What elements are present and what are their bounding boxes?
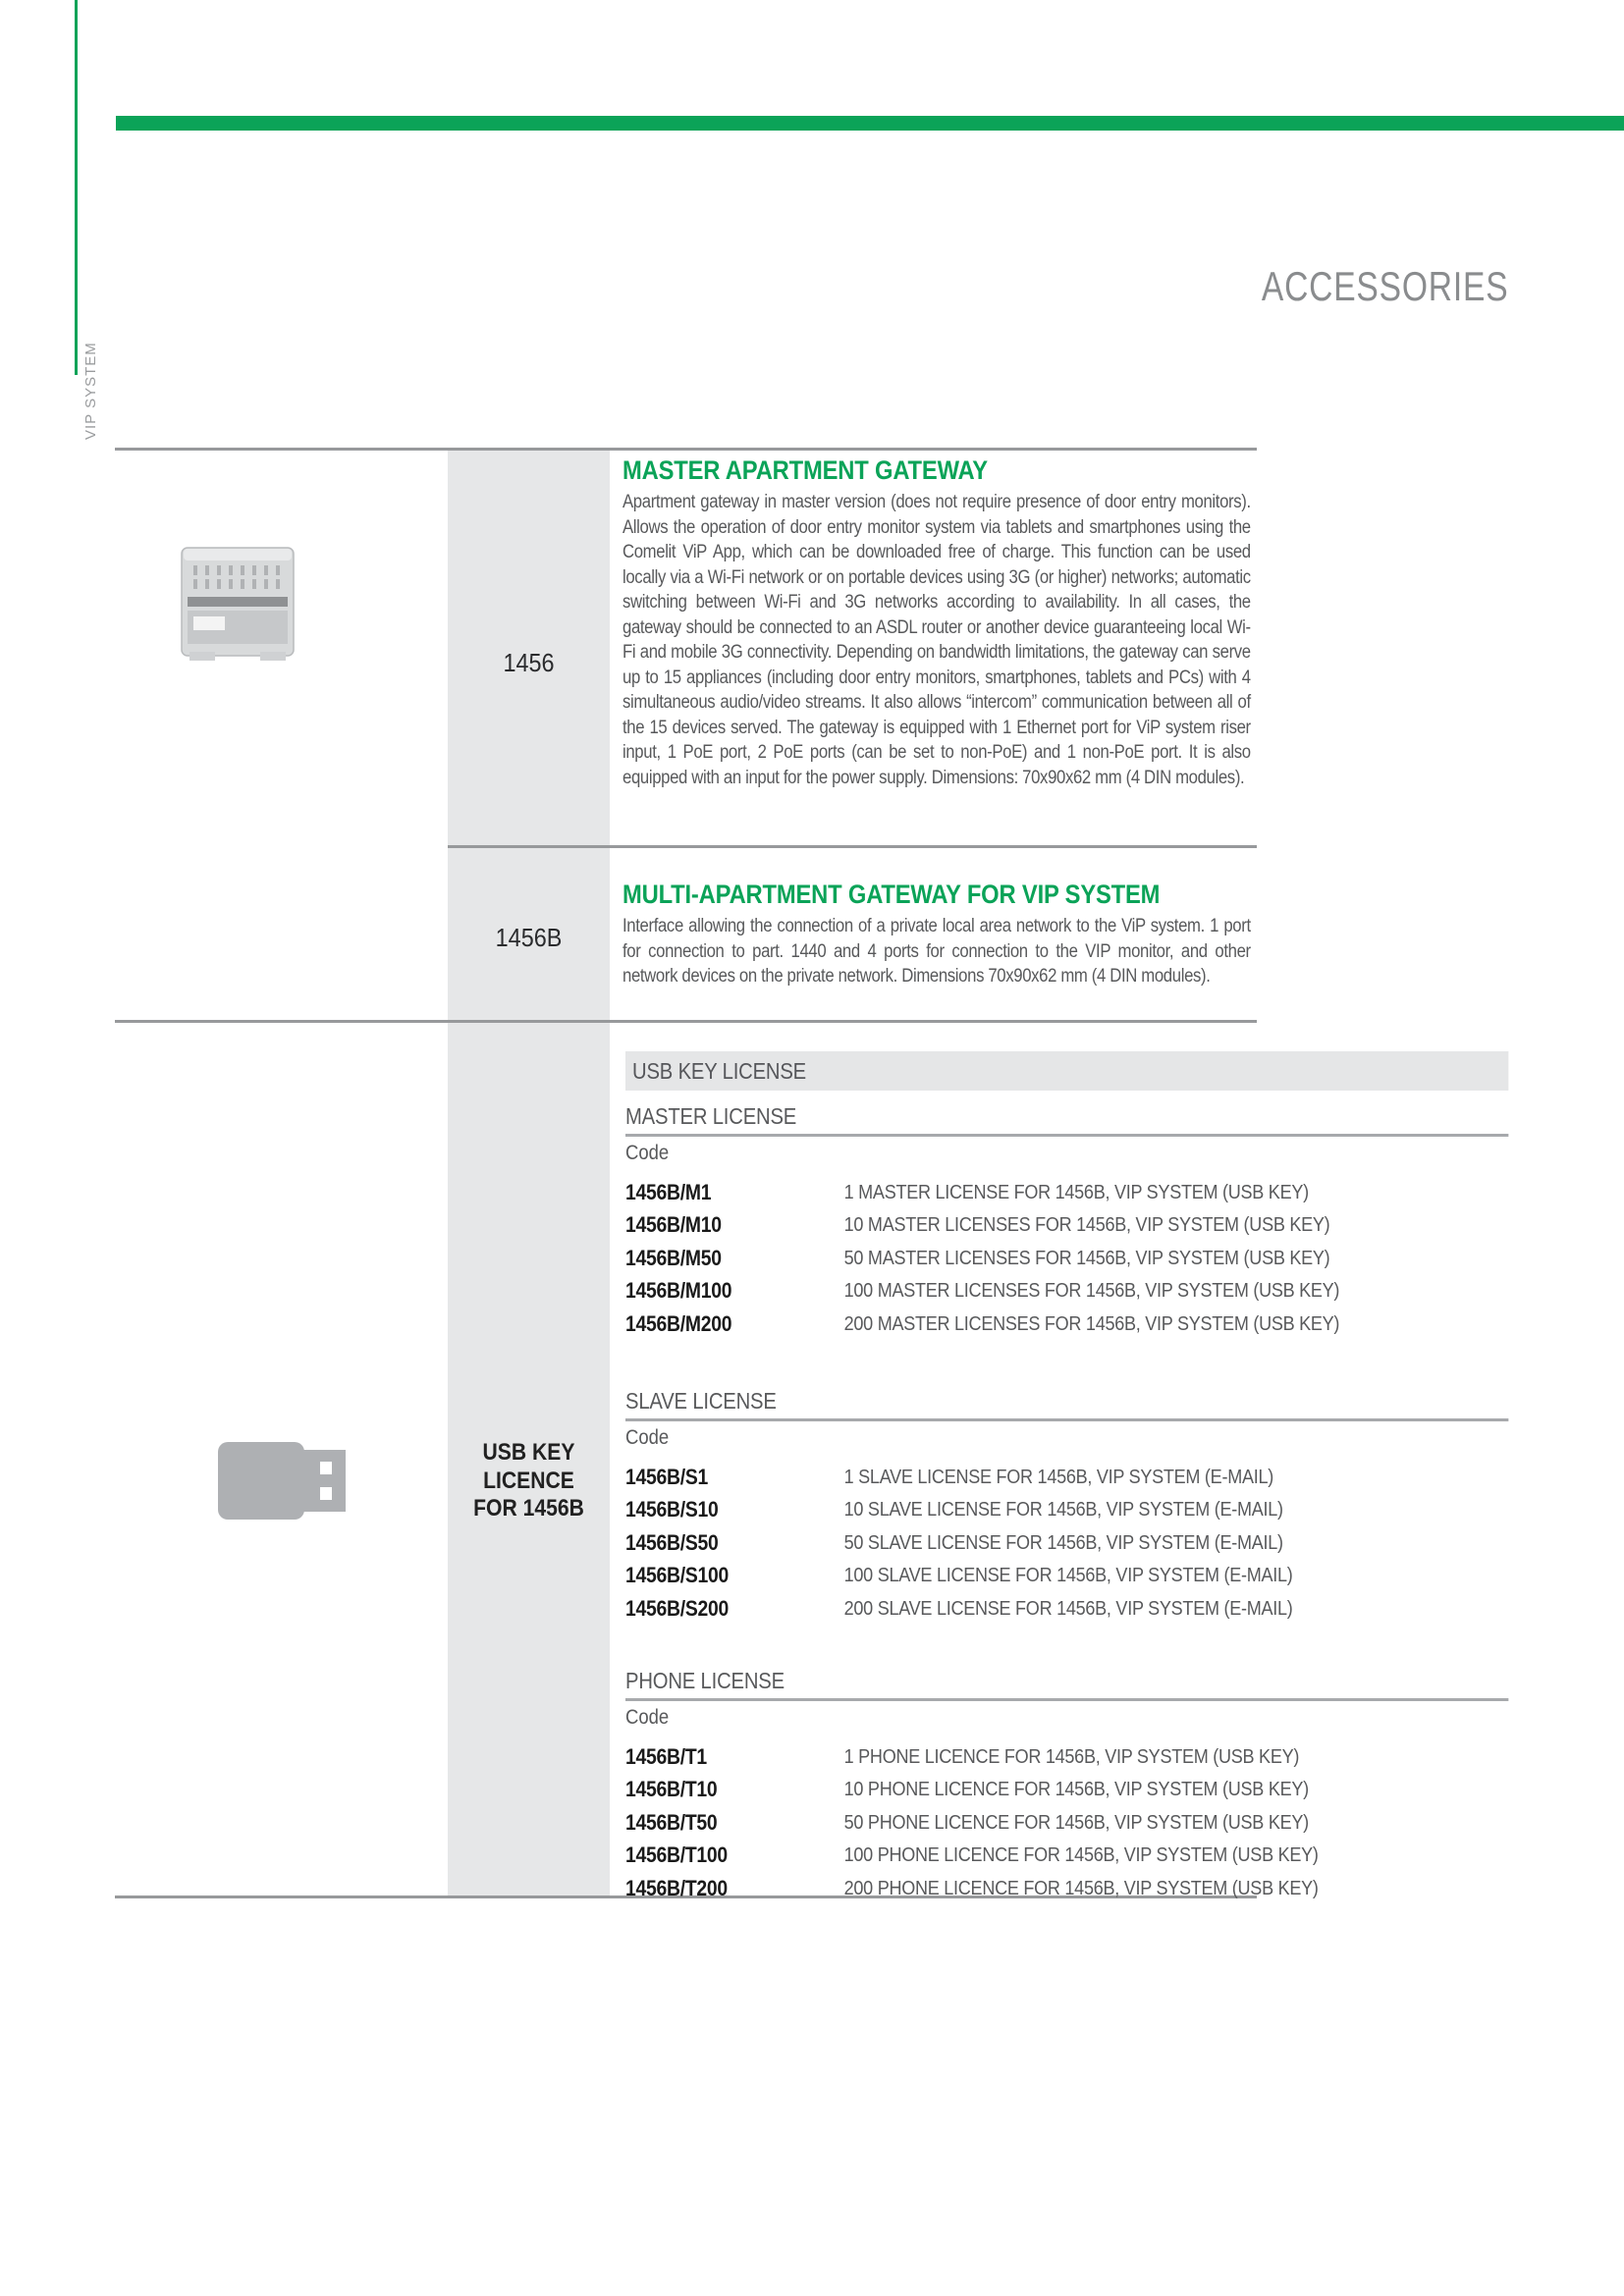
license-desc: 200 MASTER LICENSES FOR 1456B, VIP SYSTEM (USB KEY): [843, 1311, 1340, 1335]
product-1456b-text: Interface allowing the connection of a private local area network to the ViP system. 1 port for connection to part. 1440 and 4 ports for connection to the VIP monitor, and other network devices on the private network. Dimensions 70x90x62 mm (4 DIN modules).: [623, 916, 1251, 987]
license-row: [625, 1208, 1508, 1241]
license-row: [625, 1740, 1508, 1773]
license-desc: 100 PHONE LICENCE FOR 1456B, VIP SYSTEM (USB KEY): [843, 1843, 1319, 1867]
usb-license-band-title: USB KEY LICENSE: [625, 1051, 1508, 1091]
license-code: 1456B/M100: [625, 1278, 732, 1304]
license-group-slave: [625, 1389, 1508, 1625]
license-row: [625, 1773, 1508, 1805]
license-group-master: [625, 1104, 1508, 1340]
license-rows: [625, 1176, 1508, 1340]
license-code: 1456B/T50: [625, 1809, 718, 1835]
license-row: [625, 1839, 1508, 1871]
product-1456b-description-block: [623, 880, 1251, 989]
license-code: 1456B/M10: [625, 1212, 722, 1238]
usb-key-icon: [218, 1442, 346, 1520]
brand-green-bar: [116, 116, 1624, 131]
product-1456b-title: MULTI-APARTMENT GATEWAY FOR VIP SYSTEM: [623, 880, 1161, 909]
usb-cell-label-line1: USB KEY: [482, 1439, 575, 1466]
row-divider-1456-1456b: [448, 845, 1257, 848]
license-row: [625, 1176, 1508, 1208]
license-group-heading: SLAVE LICENSE: [625, 1388, 777, 1414]
license-desc: 50 MASTER LICENSES FOR 1456B, VIP SYSTEM (USB KEY): [843, 1246, 1330, 1269]
license-code: 1456B/T10: [625, 1777, 718, 1802]
table-top-rule: [115, 448, 1257, 451]
left-edge-green-line: [75, 0, 78, 375]
license-desc: 10 PHONE LICENCE FOR 1456B, VIP SYSTEM (USB KEY): [843, 1778, 1309, 1801]
license-desc: 10 MASTER LICENSES FOR 1456B, VIP SYSTEM (USB KEY): [843, 1213, 1330, 1237]
license-row: [625, 1592, 1508, 1625]
license-desc: 1 PHONE LICENCE FOR 1456B, VIP SYSTEM (USB KEY): [843, 1745, 1300, 1768]
usb-cell-label-line3: FOR 1456B: [473, 1495, 584, 1522]
license-group-rule: [625, 1134, 1508, 1137]
license-desc: 50 PHONE LICENCE FOR 1456B, VIP SYSTEM (USB KEY): [843, 1810, 1309, 1834]
license-code: 1456B/S10: [625, 1497, 719, 1522]
license-code: 1456B/M1: [625, 1180, 712, 1204]
license-desc: 1 MASTER LICENSE FOR 1456B, VIP SYSTEM (USB KEY): [843, 1181, 1309, 1203]
license-desc: 100 SLAVE LICENSE FOR 1456B, VIP SYSTEM (E-MAIL): [843, 1564, 1293, 1587]
row-divider-1456b-usb: [115, 1020, 1257, 1023]
license-row: [625, 1242, 1508, 1274]
license-row: [625, 1806, 1508, 1839]
part-code-1456b: 1456B: [495, 923, 563, 952]
license-group-rule: [625, 1418, 1508, 1421]
license-code: 1456B/M200: [625, 1310, 732, 1336]
product-1456-text: Apartment gateway in master version (does not require presence of door entry monitors). Allows the operation of door entry monitor system via tablets and smartphones using the Comelit ViP App, which can be downloaded free of charge. This function can be used locally via a Wi-Fi network or on portable devices using 3G (or higher) networks; automatic switching between Wi-Fi and 3G networks according to availability. In all cases, the gateway should be connected to an ASDL router or another device guaranteeing local Wi-Fi and mobile 3G connectivity. Depending on bandwidth limitations, the gateway can serve up to 15 appliances (including door entry monitors, smartphones, tablets and PCs) with 4 simultaneous audio/video streams. It also allows “intercom” communication between all of the 15 devices served. The gateway is equipped with 1 Ethernet port for ViP system riser input, 1 PoE port, 2 PoE ports (can be set to non-PoE) and 1 non-PoE port. It is also equipped with an input for the power supply. Dimensions: 70x90x62 mm (4 DIN modules).: [623, 492, 1251, 788]
license-row: [625, 1461, 1508, 1493]
product-image-1456-din-module: [180, 540, 296, 666]
part-code-1456: 1456: [503, 648, 555, 677]
license-row: [625, 1493, 1508, 1525]
license-row: [625, 1872, 1508, 1904]
license-row: [625, 1274, 1508, 1307]
license-rows: [625, 1740, 1508, 1904]
license-code: 1456B/T200: [625, 1875, 728, 1900]
page-title: ACCESSORIES: [1261, 263, 1508, 309]
usb-cell-label-line2: LICENCE: [483, 1467, 574, 1494]
license-desc: 10 SLAVE LICENSE FOR 1456B, VIP SYSTEM (E-MAIL): [843, 1498, 1283, 1522]
license-code: 1456B/T100: [625, 1842, 728, 1868]
license-group-phone: [625, 1669, 1508, 1904]
product-1456-description-block: [623, 455, 1251, 790]
usb-cell-label: [453, 1439, 606, 1523]
license-code: 1456B/S200: [625, 1595, 730, 1621]
license-row: [625, 1559, 1508, 1591]
code-column-label: Code: [625, 1142, 670, 1164]
license-code: 1456B/T1: [625, 1744, 707, 1769]
license-desc: 200 PHONE LICENCE FOR 1456B, VIP SYSTEM (USB KEY): [843, 1876, 1319, 1899]
license-rows: [625, 1461, 1508, 1625]
license-desc: 100 MASTER LICENSES FOR 1456B, VIP SYSTEM (USB KEY): [843, 1279, 1340, 1303]
license-group-heading: PHONE LICENSE: [625, 1668, 785, 1693]
license-code: 1456B/S1: [625, 1465, 708, 1489]
product-1456-title: MASTER APARTMENT GATEWAY: [623, 455, 988, 485]
usb-license-section: [625, 1051, 1508, 1898]
license-desc: 1 SLAVE LICENSE FOR 1456B, VIP SYSTEM (E-MAIL): [843, 1466, 1273, 1488]
license-code: 1456B/S50: [625, 1529, 719, 1555]
license-group-heading: MASTER LICENSE: [625, 1103, 797, 1129]
license-desc: 200 SLAVE LICENSE FOR 1456B, VIP SYSTEM (E-MAIL): [843, 1596, 1293, 1620]
license-row: [625, 1526, 1508, 1559]
license-row: [625, 1308, 1508, 1340]
license-code: 1456B/M50: [625, 1245, 722, 1270]
side-label-vip-system: VIP SYSTEM: [82, 342, 99, 440]
code-column-label: Code: [625, 1426, 670, 1449]
license-group-rule: [625, 1698, 1508, 1701]
license-desc: 50 SLAVE LICENSE FOR 1456B, VIP SYSTEM (E-MAIL): [843, 1530, 1283, 1554]
license-code: 1456B/S100: [625, 1563, 730, 1588]
code-column-label: Code: [625, 1706, 670, 1729]
